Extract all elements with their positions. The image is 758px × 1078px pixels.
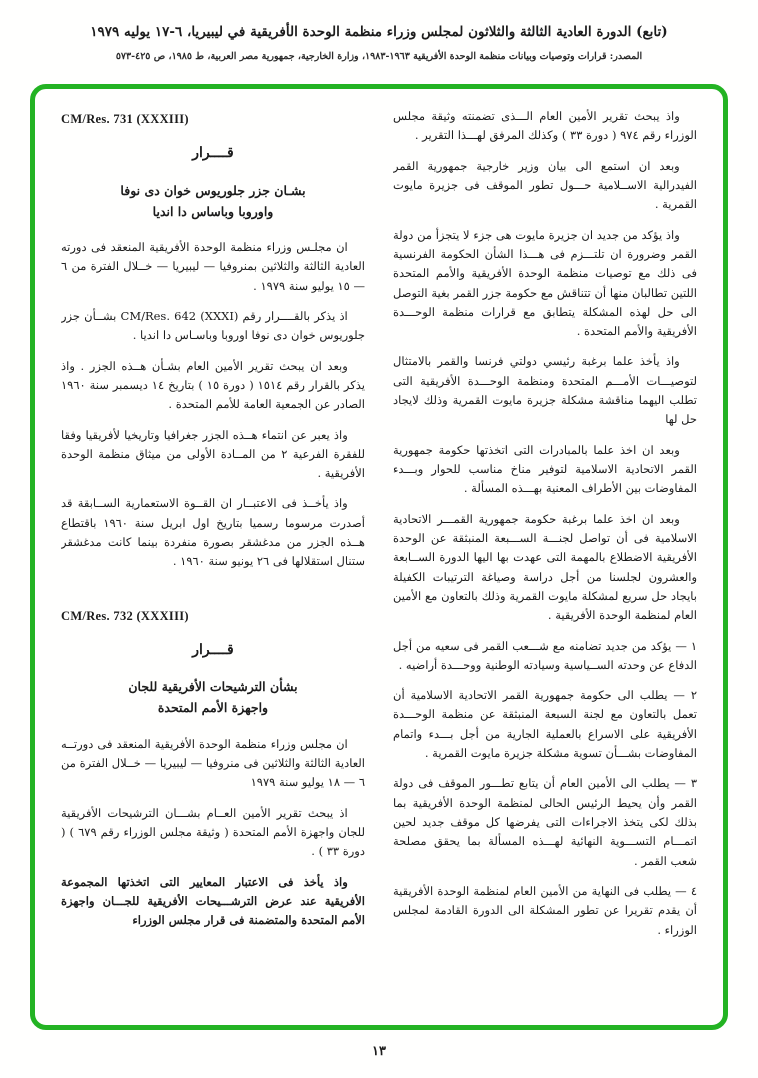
paragraph: وبعد ان اخذ علما بالمبادرات التى اتخذتها حكومة جمهورية القمر الاتحادية الاسلامية لتوفير مناخ مناسب للحوار وبـــدء المفاوضات بين الأطراف المعنية بهـــذه المسألة . bbox=[393, 442, 697, 496]
left-column bbox=[61, 107, 365, 1009]
resolution-number-731: CM/Res. 731 (XXXIII) bbox=[61, 112, 189, 126]
numbered-clause-4: ٤ — يطلب فى النهاية من الأمين العام لمنظمة الوحدة الأفريقية أن يقدم تقريرا عن تطور المشكلة الى الدورة القادمة لمجلس الوزراء . bbox=[393, 883, 697, 937]
title-line: بشـان جزر جلوريوس خوان دى نوفا bbox=[120, 182, 306, 198]
resolution-title-731 bbox=[61, 180, 365, 223]
title-line: بشأن الترشيحات الأفريقية للجان bbox=[128, 679, 298, 695]
resolution-word: قــــرار bbox=[192, 641, 234, 658]
resolution-number-732: CM/Res. 732 (XXXIII) bbox=[61, 608, 189, 623]
paragraph: واذ يؤكد من جديد ان جزيرة مايوت هى جزء لا يتجزأ من دولة القمر وضرورة ان تلتـــزم فى هـــذا الشأن الحكومة الفرنسية فى ذلك مع توصيات منظمة الوحدة الأفريقية والأمم المتحدة اللتين تطالبان منها أن تتناقش مع حكومة جزر القمر بغية التوصل الى حل لهذه المشكلة يتطابق مع قرارات منظمة الوحـــدة الأفريقية والأمم المتحدة . bbox=[393, 227, 697, 339]
paragraph: اذ يبحث تقرير الأمين العــام بشـــان الترشيحات الأفريقية للجان واجهزة الأمم المتحدة ( وثيقة مجلس الوزراء رقم ٦٧٩ ) ( دورة ٣٣ ) . bbox=[61, 805, 365, 859]
paragraph: واذ يعبر عن انتماء هــذه الجزر جغرافيا وتاريخيا لأفريقيا وفقا للفقرة الفرعية ٢ من المــادة الأولى من ميثاق منظمة الوحدة الأفريقية . bbox=[61, 427, 365, 481]
paragraph: وبعد ان اخذ علما برغبة حكومة جمهورية القمـــر الاتحادية الاسلامية فى أن تواصل لجنـــة الســـبعة المنبثقة عن الوحدة الأفريقية الاضطلاع بالمهمة التى عهدت بها اليها الدورة الســابعة والعشرون لجلسنا من أجل دراسة وصياغة الترتيبات الكفيلة بايجاد حل سريع لمشكلة مايوت القمرية وذلك بالتعاون مع الأمين العام لمنظمة الوحدة الأفريقية . bbox=[393, 511, 697, 623]
title-line: واوروبا وباساس دا انديا bbox=[152, 203, 274, 219]
numbered-clause-3: ٣ — يطلب الى الأمين العام أن يتابع تطـــور الموقف فى دولة القمر وأن يحيط الرئيس الحالى لمنظمة الوحدة الأفريقية بما بذلك لكى يتخذ الاجراءات التى يفرضها كل موقف جديد لحين اتمـــام التســـوية النهائية لهـــذه المسألة بما يحقق مصلحة شعب القمر . bbox=[393, 776, 697, 868]
numbered-clause-1: ١ — يؤكد من جديد تضامنه مع شـــعب القمر فى سعيه من أجل الدفاع عن وحدته الســياسية وسيادته الوطنية ووحـــدة أراضيه . bbox=[393, 638, 697, 672]
paragraph: وبعد ان استمع الى بيان وزير خارجية جمهورية القمر الفيدرالية الاســلامية حـــول تطور الموقف فى جزيرة مايوت القمرية . bbox=[393, 158, 697, 212]
page-number: ١٣ bbox=[372, 1044, 386, 1059]
right-column bbox=[393, 107, 697, 1009]
resolution-title-732 bbox=[61, 676, 365, 719]
paragraph: واذ يأخــذ فى الاعتبــار ان القــوة الاستعمارية الســابقة قد أصدرت مرسوما رسميا بتاريخ اول ابريل سنة ١٩٦٠ باقتطاع هــذه الجزر من مدغشقر بصورة منفردة بينما كانت مدغشقر ستنال استقلالها فى ٢٦ يونيو سنة ١٩٦٠ . bbox=[61, 496, 365, 569]
paragraph: واذ يأخذ علما برغبة رئيسي دولتي فرنسا والقمر بالامتثال لتوصيـــات الأمـــم المتحدة ومنظمة الوحـــدة الأفريقية التى تطلب اليهما مناقشة مشكلة جزيرة مايوت القمرية وذلك لايجاد حل لها bbox=[393, 354, 697, 427]
two-column-layout bbox=[61, 107, 697, 1009]
content-frame bbox=[30, 84, 728, 1030]
title-line: واجهزة الأمم المتحدة bbox=[157, 700, 269, 716]
paragraph-bold: واذ يأخذ فى الاعتبار المعايير التى اتخذتها المجموعة الأفريقية عند عرض الترشـــيحات الأفريقية للجـــان واجهزة الأمم المتحدة والمتضمنة فى قرار مجلس الوزراء bbox=[61, 874, 365, 928]
header-source-line: المصدر: قرارات وتوصيات وبيانات منظمة الوحدة الأفريقية ١٩٦٣-١٩٨٣، وزارة الخارجية، جمهورية مصر العربية، ط ١٩٨٥، ص ٤٢٥-٥٧٣ bbox=[115, 51, 643, 62]
paragraph: واذ يبحث تقرير الأمين العام الـــذى تضمنته وثيقة مجلس الوزراء رقم ٩٧٤ ( دورة ٣٣ ) وكذلك المرفق لهـــذا التقرير . bbox=[393, 109, 697, 143]
paragraph: وبعد ان يبحث تقرير الأمين العام بشـأن هــذه الجزر . واذ يذكر بالقرار رقم ١٥١٤ ( دورة ١٥ ) بتاريخ ١٤ ديسمبر سنة ١٩٦٠ الصادر عن الجمعية العامة للأمم المتحدة . bbox=[61, 358, 365, 412]
paragraph: ان مجلس وزراء منظمة الوحدة الأفريقية المنعقد فى دورتــه العادية الثالثة والثلاثين فى منروفيا — ليبيريا — خــلال الفترة من ٦ — ١٨ يوليو سنة ١٩٧٩ bbox=[61, 736, 365, 790]
numbered-clause-2: ٢ — يطلب الى حكومة جمهورية القمر الاتحادية الاسلامية أن تعمل بالتعاون مع لجنة السبعة المنبثقة عن منظمة الوحـــدة الأفريقية على الاسراع بالعملية الجارية من أجل بـــدء واتمام المفاوضات بشـــأن تسوية مشكلة جزيرة مايوت القمرية . bbox=[393, 688, 697, 761]
paragraph: ان مجلـس وزراء منظمة الوحدة الأفريقية المنعقد فى دورته العادية الثالثة والثلاثين بمنروفيا — ليبيريا — خــلال الفترة من ٦ — ١٥ يوليو سنة ١٩٧٩ . bbox=[61, 240, 365, 293]
document-header bbox=[0, 0, 758, 62]
header-title: (تابع) الدورة العادية الثالثة والثلاثون لمجلس وزراء منظمة الوحدة الأفريقية في ليبيريا، ٦-١٧ يوليه ١٩٧٩ bbox=[90, 24, 668, 40]
resolution-word: قــــرار bbox=[192, 145, 234, 161]
paragraph: اذ يذكر بالقــــرار رقم CM/Res. 642 (XXXI) بشــأن جزر جلوريوس خوان دى نوفا اوروبا وباسـاس دا انديا . bbox=[61, 308, 365, 343]
